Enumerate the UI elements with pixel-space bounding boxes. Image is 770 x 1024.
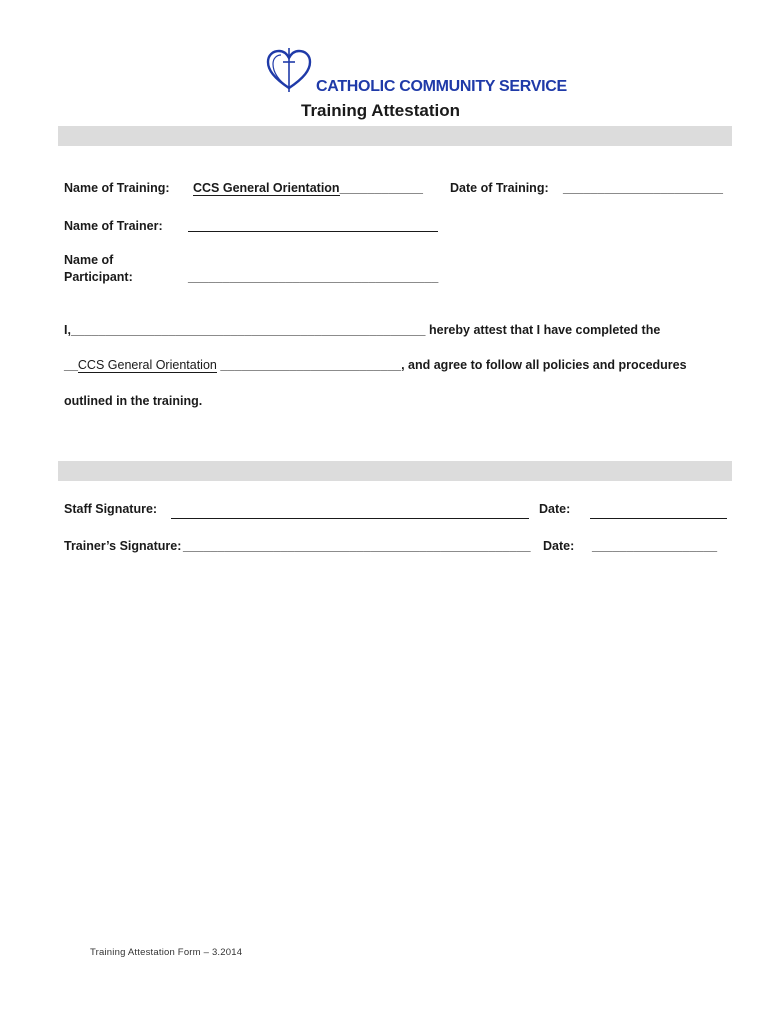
section-divider-bottom: [58, 461, 732, 481]
staff-date-label: Date:: [539, 502, 571, 516]
attestation-lead: __: [64, 358, 78, 372]
training-date-label: Date of Training:: [450, 181, 549, 195]
attestation-line-2: [64, 358, 687, 372]
page-title: Training Attestation: [301, 101, 460, 120]
heart-cross-logo-icon: [264, 46, 314, 94]
trainer-date-field[interactable]: __________________: [592, 539, 718, 553]
training-name-label: Name of Training:: [64, 181, 170, 195]
trainer-name-field[interactable]: [188, 231, 438, 232]
attestation-line-1: [64, 323, 660, 337]
participant-name-label-line2: Participant:: [64, 270, 133, 284]
staff-signature-label: Staff Signature:: [64, 502, 158, 516]
section-divider-top: [58, 126, 732, 146]
training-date-field[interactable]: _______________________: [563, 181, 723, 195]
training-name-tail: ____________: [339, 181, 423, 195]
trainer-signature-field[interactable]: __________________________________________________: [183, 539, 531, 553]
staff-signature-field[interactable]: [171, 518, 529, 519]
attestation-name-blank[interactable]: I,___________________________________________________: [64, 323, 426, 337]
attestation-line-1-text: hereby attest that I have completed the: [428, 323, 661, 337]
trainer-name-label: Name of Trainer:: [64, 219, 163, 233]
trainer-date-label: Date:: [543, 539, 575, 553]
org-name: CATHOLIC COMMUNITY SERVICE: [316, 78, 567, 95]
training-name-text: CCS General Orientation: [193, 181, 340, 195]
attestation-training-name: CCS General Orientation: [77, 358, 217, 372]
trainer-signature-label: Trainer’s Signature:: [64, 539, 182, 553]
training-name-value[interactable]: [193, 181, 423, 195]
form-footer: Training Attestation Form – 3.2014: [90, 947, 243, 958]
participant-name-label-line1: Name of: [64, 253, 114, 267]
staff-date-field[interactable]: [590, 518, 727, 519]
org-logo: [264, 46, 314, 94]
attestation-line-2-text: __________________________, and agree to follow all policies and procedures: [220, 358, 687, 372]
participant-name-field[interactable]: ____________________________________: [188, 270, 439, 284]
attestation-line-3: outlined in the training.: [64, 394, 203, 408]
